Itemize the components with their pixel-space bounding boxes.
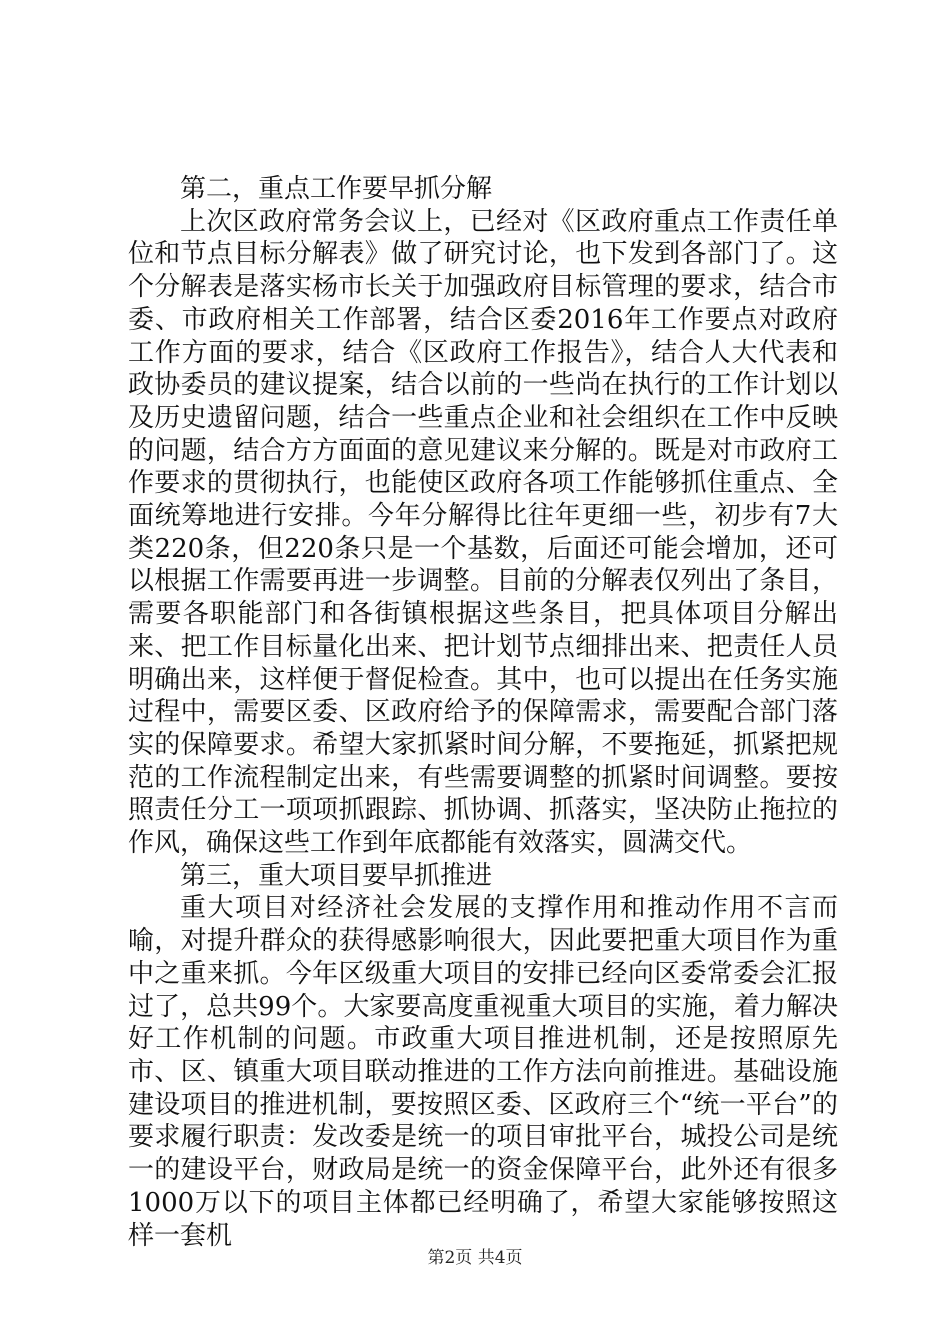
- document-body: [128, 173, 838, 1252]
- section-paragraph-2: 上次区政府常务会议上，已经对《区政府重点工作责任单位和节点目标分解表》做了研究讨论，也下发到各部门了。这个分解表是落实杨市长关于加强政府目标管理的要求，结合市委、市政府相关工作部署，结合区委2016年工作要点对政府工作方面的要求，结合《区政府工作报告》，结合人大代表和政协委员的建议提案，结合以前的一些尚在执行的工作计划以及历史遗留问题，结合一些重点企业和社会组织在工作中反映的问题，结合方方面面的意见建议来分解的。既是对市政府工作要求的贯彻执行，也能使区政府各项工作能够抓住重点、全面统筹地进行安排。今年分解得比往年更细一些，初步有7大类220条，但220条只是一个基数，后面还可能会增加，还可以根据工作需要再进一步调整。目前的分解表仅列出了条目，需要各职能部门和各街镇根据这些条目，把具体项目分解出来、把工作目标量化出来、把计划节点细排出来、把责任人员明确出来，这样便于督促检查。其中，也可以提出在任务实施过程中，需要区委、区政府给予的保障需求，需要配合部门落实的保障要求。希望大家抓紧时间分解，不要拖延，抓紧把规范的工作流程制定出来，有些需要调整的抓紧时间调整。要按照责任分工一项项抓跟踪、抓协调、抓落实，坚决防止拖拉的作风，确保这些工作到年底都能有效落实，圆满交代。: [128, 206, 838, 859]
- section-heading-2: 第二，重点工作要早抓分解: [180, 174, 493, 204]
- page-number-footer: 第2页 共4页: [427, 1248, 523, 1268]
- section-heading-3: 第三，重大项目要早抓推进: [180, 860, 493, 891]
- section-paragraph-3: 重大项目对经济社会发展的支撑作用和推动作用不言而喻，对提升群众的获得感影响很大，因此要把重大项目作为重中之重来抓。今年区级重大项目的安排已经向区委常委会汇报过了，总共99个。大家要高度重视重大项目的实施，着力解决好工作机制的问题。市政重大项目推进机制，还是按照原先市、区、镇重大项目联动推进的工作方法向前推进。基础设施建设项目的推进机制，要按照区委、区政府三个“统一平台”的要求履行职责：发改委是统一的项目审批平台，城投公司是统一的建设平台，财政局是统一的资金保障平台，此外还有很多1000万以下的项目主体都已经明确了，希望大家能够按照这样一套机: [128, 893, 838, 1251]
